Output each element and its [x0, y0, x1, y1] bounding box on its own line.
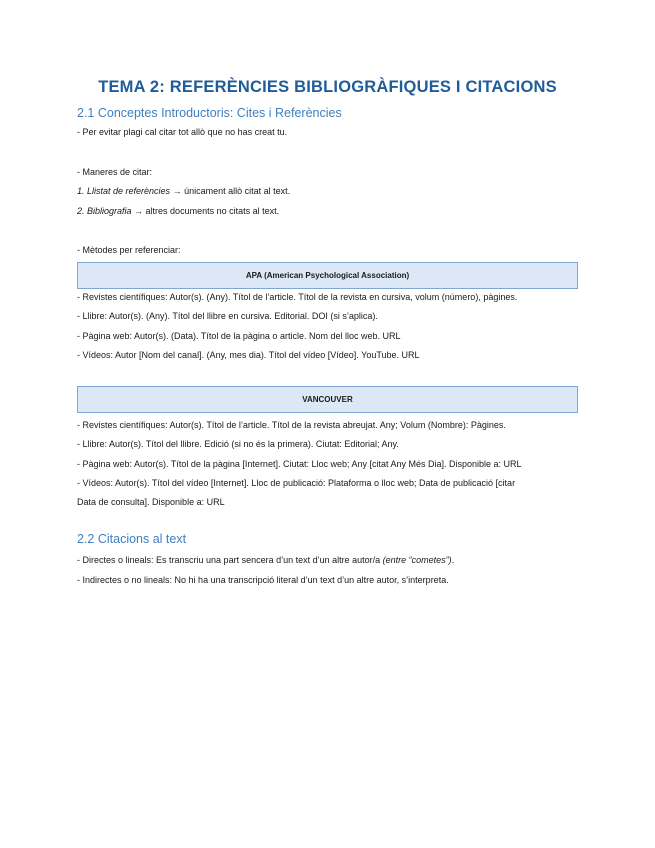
- apa-item: - Pàgina web: Autor(s). (Data). Títol de la pàgina o article. Nom del lloc web. URL: [77, 331, 401, 341]
- apa-header-box: APA (American Psychological Association): [77, 262, 578, 289]
- vancouver-item: - Vídeos: Autor(s). Títol del vídeo [Internet]. Lloc de publicació: Plataforma o lloc web; Data de publicació [citar: [77, 478, 516, 488]
- vancouver-item: - Revistes científiques: Autor(s). Títol de l’article. Títol de la revista abreujat. Any; Volum (Nombre): Pàgines.: [77, 420, 506, 430]
- direct-citation-italic: (entre “cometes”): [382, 555, 452, 565]
- section-heading-concepts: 2.1 Conceptes Introductoris: Cites i Referències: [77, 106, 342, 120]
- vancouver-item: - Llibre: Autor(s). Títol del llibre. Edició (si no és la primera). Ciutat: Editorial; Any.: [77, 439, 399, 449]
- indirect-citation-item: - Indirectes o no lineals: No hi ha una transcripció literal d’un text d’un altre autor, s’interpreta.: [77, 575, 449, 585]
- way-2-description: → altres documents no citats al text.: [131, 206, 280, 216]
- way-2-label: 2. Bibliografia: [77, 206, 132, 216]
- section-heading-citations: 2.2 Citacions al text: [77, 532, 187, 546]
- vancouver-header-box: VANCOUVER: [77, 386, 578, 413]
- page-title: TEMA 2: REFERÈNCIES BIBLIOGRÀFIQUES I CITACIONS: [98, 78, 557, 96]
- methods-heading: - Mètodes per referenciar:: [77, 245, 181, 255]
- apa-item: - Vídeos: Autor [Nom del canal]. (Any, mes dia). Títol del vídeo [Vídeo]. YouTube. URL: [77, 350, 420, 360]
- way-list-item-2: [77, 206, 279, 216]
- way-list-item-1: [77, 186, 290, 196]
- intro-text: - Per evitar plagi cal citar tot allò que no has creat tu.: [77, 127, 288, 137]
- way-1-description: → únicament allò citat al text.: [170, 186, 291, 196]
- ways-heading: - Maneres de citar:: [77, 167, 153, 177]
- apa-item: - Llibre: Autor(s). (Any). Títol del llibre en cursiva. Editorial. DOI (si s’aplica).: [77, 311, 378, 321]
- way-1-label: 1. Llistat de referències: [77, 186, 171, 196]
- vancouver-item: - Pàgina web: Autor(s). Títol de la pàgina [Internet]. Ciutat: Lloc web; Any [citat Any Més Dia]. Disponible a: URL: [77, 459, 522, 469]
- direct-citation-item: [77, 555, 454, 565]
- direct-citation-end: .: [451, 555, 455, 565]
- apa-item: - Revistes científiques: Autor(s). (Any). Títol de l’article. Títol de la revista en cursiva, volum (número), pàgines.: [77, 292, 518, 302]
- vancouver-item-continued: Data de consulta]. Disponible a: URL: [77, 497, 225, 507]
- direct-citation-text: - Directes o lineals: Es transcriu una part sencera d’un text d’un altre autor/a: [77, 555, 383, 565]
